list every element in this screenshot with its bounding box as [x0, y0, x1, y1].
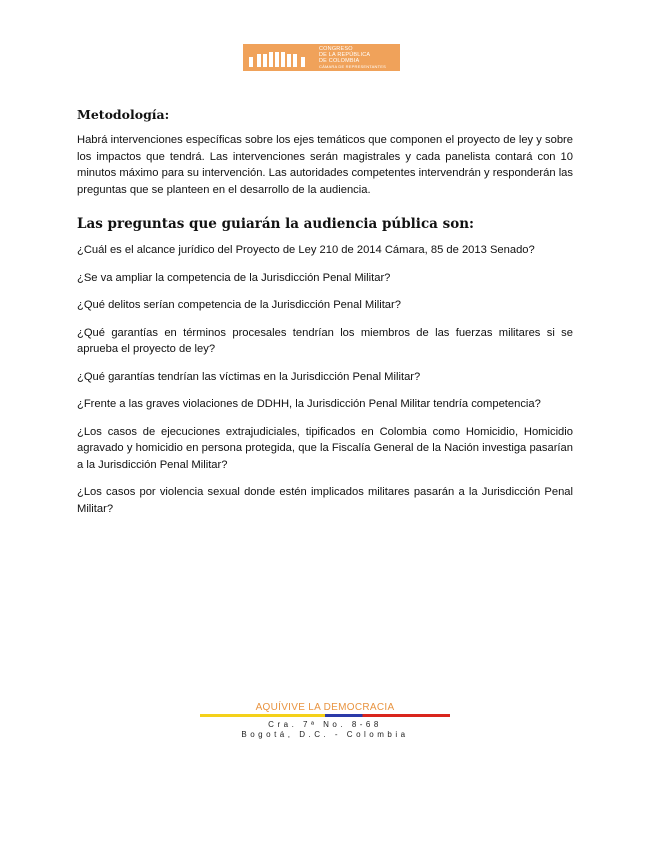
logo-line: CONGRESO: [319, 45, 353, 52]
methodology-heading: Metodología:: [77, 107, 170, 122]
question-item: ¿Los casos por violencia sexual donde estén implicados militares pasarán a la Jurisdicción Penal Militar?: [77, 486, 573, 515]
footer-address-line: Bogotá, D.C. - Colombia: [241, 730, 409, 739]
document-body: [77, 107, 573, 528]
question-item: ¿Frente a las graves violaciones de DDHH, la Jurisdicción Penal Militar tendría competencia?: [77, 398, 541, 410]
question-item: ¿Los casos de ejecuciones extrajudiciales, tipificados en Colombia como Homicidio, Homicidio agravado y homicidio en persona protegida, que la Fiscalía General de la Nación investiga pasarían a la Jurisdicción Penal Militar?: [77, 425, 573, 471]
logo-text: [313, 46, 386, 70]
footer-address-line: Cra. 7ª No. 8-68: [268, 720, 382, 729]
congress-logo: [243, 44, 400, 71]
question-item: ¿Se va ampliar la competencia de la Jurisdicción Penal Militar?: [77, 271, 391, 284]
question-item: ¿Qué garantías tendrían las víctimas en la Jurisdicción Penal Militar?: [77, 370, 421, 383]
question-item: ¿Qué delitos serían competencia de la Jurisdicción Penal Militar?: [77, 299, 401, 311]
capitol-columns-icon: [243, 44, 313, 71]
footer-slogan: AQUÍVIVE LA DEMOCRACIA: [255, 702, 395, 713]
flag-color-bar: [200, 714, 450, 717]
question-item: ¿Cuál es el alcance jurídico del Proyecto de Ley 210 de 2014 Cámara, 85 de 2013 Senado?: [77, 244, 535, 256]
logo-line: CÁMARA DE REPRESENTANTES: [319, 63, 386, 69]
logo-line: DE LA REPÚBLICA: [319, 51, 371, 58]
logo-line: DE COLOMBIA: [319, 57, 360, 64]
page-footer: [200, 702, 450, 740]
questions-heading: Las preguntas que guiarán la audiencia pública son:: [77, 216, 475, 232]
methodology-paragraph: Habrá intervenciones específicas sobre los ejes temáticos que componen el proyecto de ley y sobre los impactos que tendrá. Las intervenciones serán magistrales y cada panelista contará con 10 minutos máximo para su intervención. Las autoridades competentes intervendrán y responderán las preguntas que se planteen en el desarrollo de la audiencia.: [77, 134, 573, 196]
question-item: ¿Qué garantías en términos procesales tendrían los miembros de las fuerzas militares si se aprueba el proyecto de ley?: [77, 326, 573, 355]
